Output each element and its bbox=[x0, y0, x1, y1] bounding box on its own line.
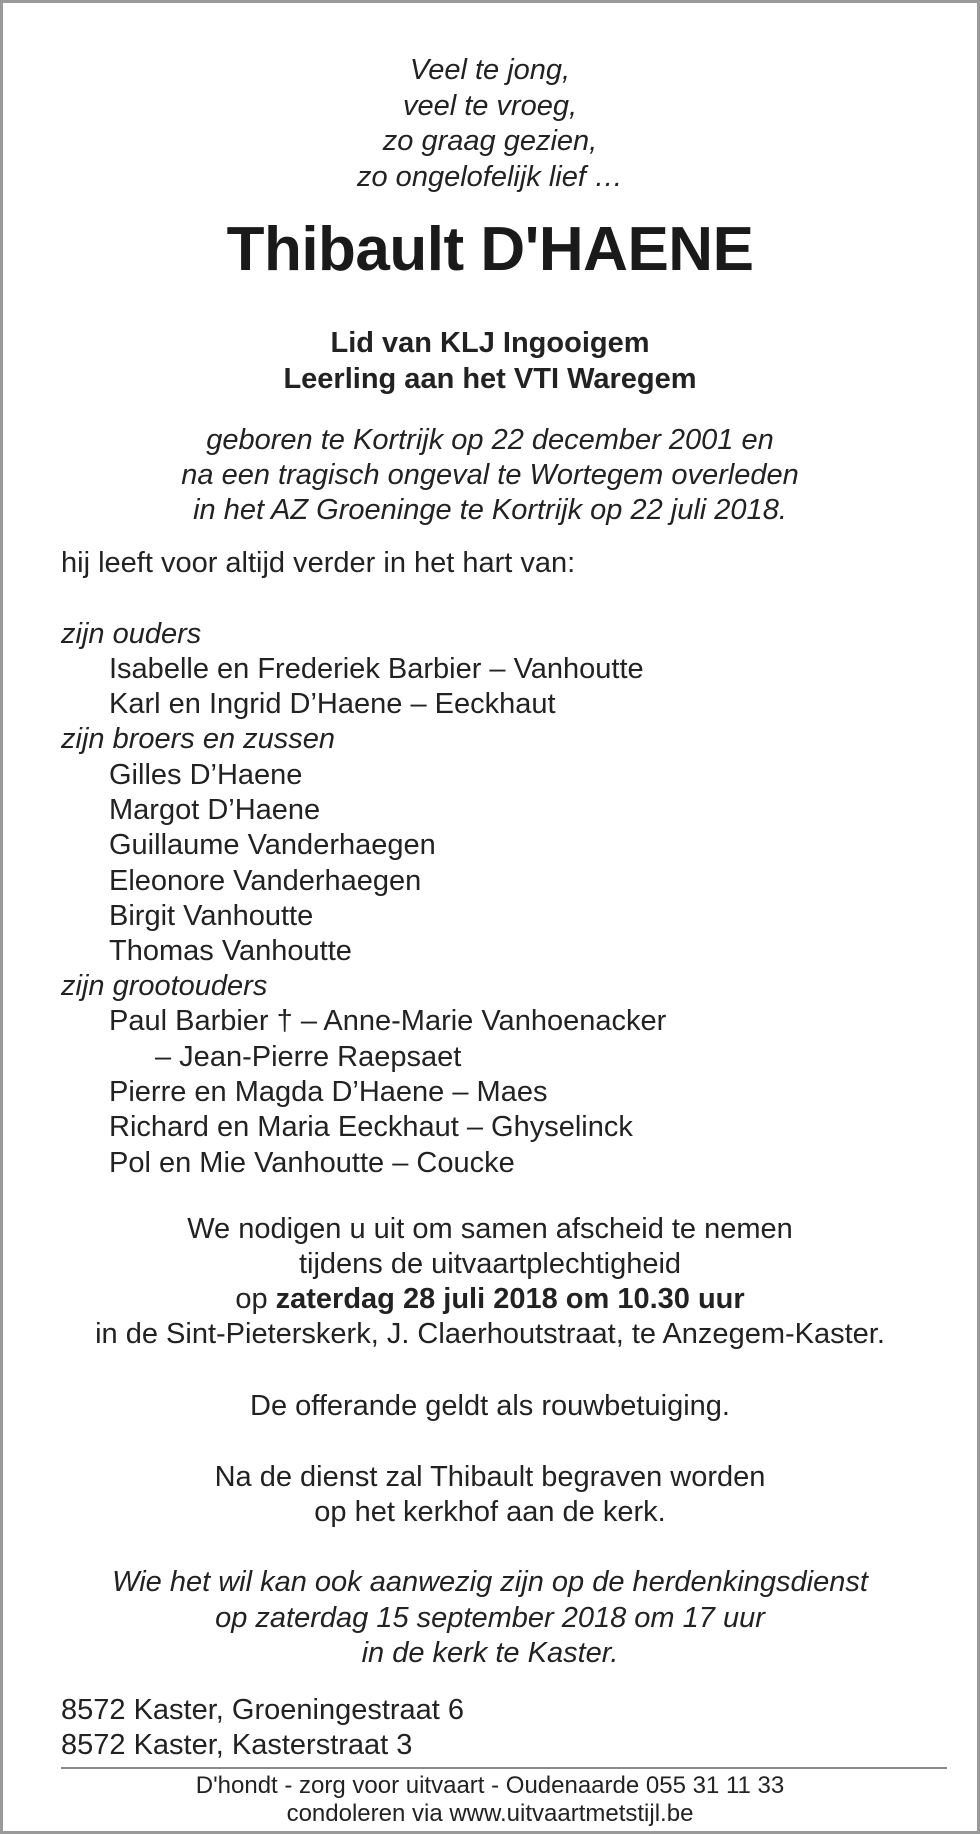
role-line: Lid van KLJ Ingooigem bbox=[330, 327, 650, 359]
birth-death-line: geboren te Kortrijk op 22 december 2001 en bbox=[206, 424, 774, 456]
family-member: Thomas Vanhoutte bbox=[109, 935, 352, 967]
remembrance-line: op zaterdag 15 september 2018 om 17 uur bbox=[215, 1601, 765, 1634]
invitation-date-line bbox=[3, 1282, 977, 1317]
deceased-name: Thibault D'HAENE bbox=[226, 215, 754, 284]
invitation-line: We nodigen u uit om samen afscheid te nemen bbox=[187, 1213, 793, 1245]
birth-death-text bbox=[3, 423, 977, 528]
remembrance-text bbox=[3, 1565, 977, 1672]
family-member: Pierre en Magda D’Haene – Maes bbox=[109, 1076, 548, 1108]
family-member: Pol en Mie Vanhoutte – Coucke bbox=[109, 1147, 515, 1179]
invitation bbox=[3, 1212, 977, 1352]
family-member: Birgit Vanhoutte bbox=[109, 900, 314, 932]
invitation-line: tijdens de uitvaartplechtigheid bbox=[298, 1248, 682, 1280]
funeral-date: zaterdag 28 juli 2018 om 10.30 uur bbox=[275, 1283, 745, 1315]
remembrance-line: in de kerk te Kaster. bbox=[361, 1637, 619, 1669]
family-member: Karl en Ingrid D’Haene – Eeckhaut bbox=[109, 688, 556, 720]
offering-text: De offerande geldt als rouwbetuiging. bbox=[250, 1390, 730, 1422]
family-member: Isabelle en Frederiek Barbier – Vanhoutte bbox=[109, 653, 644, 685]
footer bbox=[3, 1772, 977, 1828]
poem-line: zo ongelofelijk lief … bbox=[357, 160, 623, 193]
family-member: Gilles D’Haene bbox=[109, 759, 303, 791]
family-label-parents: zijn ouders bbox=[61, 618, 202, 650]
family-member: Guillaume Vanderhaegen bbox=[109, 829, 436, 861]
family-member: Margot D’Haene bbox=[109, 794, 321, 826]
remembrance-line: Wie het wil kan ook aanwezig zijn op de herdenkingsdienst bbox=[112, 1566, 868, 1598]
invitation-date-prefix: op bbox=[235, 1283, 276, 1315]
invitation-location: in de Sint-Pieterskerk, J. Claerhoutstraat, te Anzegem-Kaster. bbox=[95, 1318, 885, 1350]
family-label-siblings: zijn broers en zussen bbox=[61, 723, 336, 755]
address: 8572 Kaster, Groeningestraat 6 bbox=[61, 1694, 465, 1726]
roles bbox=[3, 325, 977, 397]
family-member-continuation: – Jean-Pierre Raepsaet bbox=[155, 1041, 462, 1073]
burial-text bbox=[3, 1460, 977, 1530]
poem bbox=[3, 53, 977, 195]
burial-line: op het kerkhof aan de kerk. bbox=[314, 1496, 666, 1528]
role-line: Leerling aan het VTI Waregem bbox=[283, 363, 697, 395]
poem-line: zo graag gezien, bbox=[382, 125, 598, 157]
funeral-home-line: D'hondt - zorg voor uitvaart - Oudenaarde 055 31 11 33 bbox=[195, 1772, 785, 1799]
family-member: Paul Barbier † – Anne-Marie Vanhoenacker bbox=[109, 1005, 667, 1037]
footer-divider bbox=[61, 1767, 947, 1769]
poem-line: veel te vroeg, bbox=[402, 89, 578, 122]
family-member: Eleonore Vanderhaegen bbox=[109, 865, 422, 897]
birth-death-line: in het AZ Groeninge te Kortrijk op 22 juli 2018. bbox=[193, 494, 787, 526]
birth-death-line: na een tragisch ongeval te Wortegem overleden bbox=[181, 459, 799, 491]
address: 8572 Kaster, Kasterstraat 3 bbox=[61, 1729, 413, 1761]
condolence-line: condoleren via www.uitvaartmetstijl.be bbox=[286, 1800, 694, 1827]
intro-text: hij leeft voor altijd verder in het hart van: bbox=[61, 547, 576, 579]
burial-line: Na de dienst zal Thibault begraven worden bbox=[214, 1461, 766, 1493]
family-label-grandparents: zijn grootouders bbox=[61, 970, 268, 1002]
family-member: Richard en Maria Eeckhaut – Ghyselinck bbox=[109, 1111, 633, 1143]
poem-line: Veel te jong, bbox=[409, 54, 571, 86]
